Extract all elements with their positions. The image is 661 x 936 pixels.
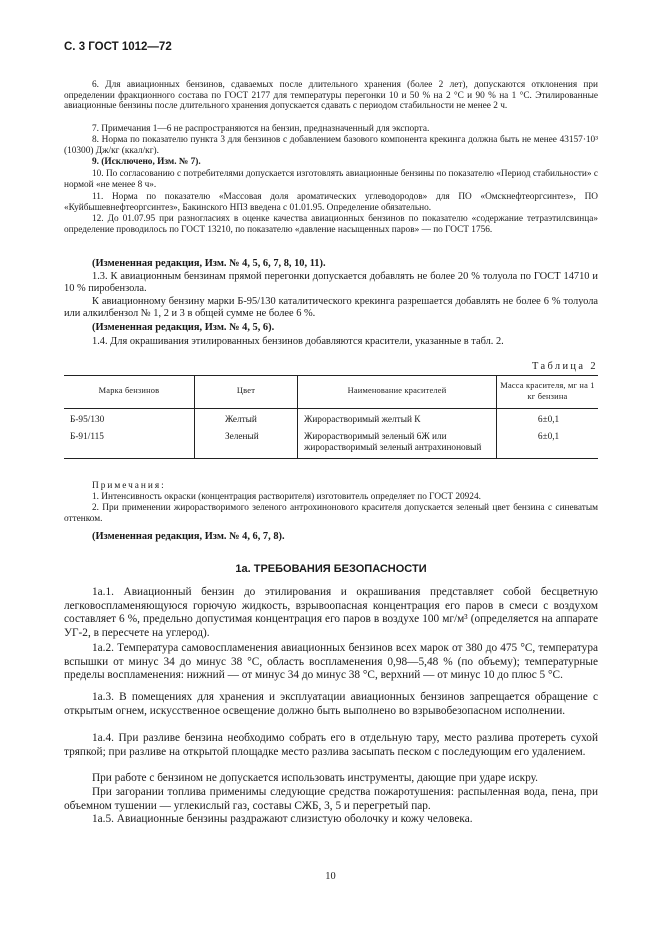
table-row xyxy=(64,427,598,458)
table-cell: Желтый xyxy=(195,408,298,427)
paragraph-6: 6. Для авиационных бензинов, сдаваемых после длительного хранения (более 2 лет), допускаются отклонения при определении фракционного состава по ГОСТ 2177 для температуры перегонки 10 и 50 % на 2 °С и 90 % на 1 °С. Этилированные авиационные бензины после длительного хранения допускается сдавать с периодом стабильности не менее 2 ч. xyxy=(64,80,598,112)
table-cell: Б-91/115 xyxy=(64,427,195,458)
paragraph-1a-2: 1а.2. Температура самовоспламенения авиационных бензинов всех марок от 380 до 475 °С, температура вспышки от минус 34 до минус 38 °С, область воспламенения 0,98—5,48 % (по объему); температурные пределы воспламенения: нижний — от минус 34 до минус 38 °С, верхний — от минус 10 до плюс 5 °С. xyxy=(64,642,598,682)
paragraph-1a-4-fire: При загорании топлива применимы следующие средства пожаротушения: распыленная вода, пена, при объемном тушении — углекислый газ, составы СЖБ, 3, 5 и перегретый пар. xyxy=(64,786,598,812)
table-cell: Б-95/130 xyxy=(70,414,105,425)
table-header-row xyxy=(64,376,598,409)
paragraph-1-4: 1.4. Для окрашивания этилированных бензинов добавляются красители, указанные в табл. 2. xyxy=(92,336,504,347)
table-header-cell: Масса красителя, мг на 1 кг бензина xyxy=(497,376,599,409)
paragraph-11: 11. Норма по показателю «Массовая доля ароматических углеводородов» для ПО «Омскнефтеоргсинтез», ПО «Куйбышевнефтеоргсинтез», Бакинского НПЗ введена с 01.01.95. Определение обязательно. xyxy=(64,192,598,213)
paragraph-8: 8. Норма по показателю пункта 3 для бензинов с добавлением базового компонента крекинга должна быть не менее 43157·10³ (10300) Дж/кг (ккал/кг). xyxy=(64,135,598,156)
table-cell: Жирорастворимый зеленый 6Ж или жирорастворимый зеленый антрахиноновый xyxy=(298,427,497,458)
edition-note-3: (Измененная редакция, Изм. № 4, 6, 7, 8). xyxy=(92,531,285,542)
paragraph-9: 9. (Исключено, Изм. № 7). xyxy=(92,157,201,167)
paragraph-10: 10. По согласованию с потребителями допускается изготовлять авиационные бензины по показателю «Период стабильности» с нормой «не менее 8 ч». xyxy=(64,169,598,190)
paragraph-1a-4-cont: При работе с бензином не допускается использовать инструменты, дающие при ударе искру. xyxy=(92,772,539,784)
page-number: 10 xyxy=(325,871,336,882)
paragraph-1a-5: 1а.5. Авиационные бензины раздражают слизистую оболочку и кожу человека. xyxy=(92,813,473,825)
table-cell: 6±0,1 xyxy=(497,427,599,458)
table-cell: 6±0,1 xyxy=(497,408,599,427)
paragraph-1a-3: 1а.3. В помещениях для хранения и эксплуатации авиационных бензинов запрещается обращение с открытым огнем, искусственное освещение должно быть выполнено во взрывобезопасном исполнении. xyxy=(64,691,598,717)
table-cell: Жирорастворимый желтый К xyxy=(298,408,497,427)
edition-note-1: (Измененная редакция, Изм. № 4, 5, 6, 7, 8, 10, 11). xyxy=(92,258,326,269)
paragraph-12: 12. До 01.07.95 при разногласиях в оценке качества авиационных бензинов по показателю «содержание тетраэтилсвинца» определение проводилось по ГОСТ 13210, по показателю «давление насыщенных паров» — по ГОСТ 1756. xyxy=(64,214,598,235)
table-header-cell: Наименование красителей xyxy=(298,376,497,409)
paragraph-7: 7. Примечания 1—6 не распространяются на бензин, предназначенный для экспорта. xyxy=(92,124,430,134)
table-label: Таблица 2 xyxy=(531,361,598,372)
paragraph-1a-4: 1а.4. При разливе бензина необходимо собрать его в отдельную тару, место разлива протереть сухой тряпкой; при разливе на открытой площадке место разлива засыпать песком с последующим его удалением. xyxy=(64,732,598,758)
section-title: 1а. ТРЕБОВАНИЯ БЕЗОПАСНОСТИ xyxy=(235,563,427,575)
paragraph-1-3-cont: К авиационному бензину марки Б-95/130 каталитического крекинга разрешается добавлять не более 6 % толуола или алкилбензол № 1, 2 и 3 в общей сумме не более 6 %. xyxy=(64,296,598,320)
table-header-cell: Марка бензинов xyxy=(64,376,195,409)
table-row xyxy=(64,408,598,427)
table-header-cell: Цвет xyxy=(195,376,298,409)
note-1: 1. Интенсивность окраски (концентрация растворителя) изготовитель определяет по ГОСТ 20924. xyxy=(92,492,481,502)
edition-note-2: (Измененная редакция, Изм. № 4, 5, 6). xyxy=(92,322,275,333)
table-cell: Зеленый xyxy=(195,427,298,458)
notes-title: Примечания: xyxy=(92,481,166,491)
note-2: 2. При применении жирорастворимого зеленого антрохинонового красителя допускается зеленый цвет бензина с синеватым оттенком. xyxy=(64,503,598,524)
page-header: С. 3 ГОСТ 1012—72 xyxy=(64,41,172,53)
paragraph-1a-1: 1а.1. Авиационный бензин до этилирования и окрашивания представляет собой бесцветную легковоспламеняющуюся горючую жидкость, взрывоопасная концентрация его паров в смеси с воздухом составляет 6 %, предельно допустимая концентрация его паров в воздухе 100 мг/м³ (определяется на аппарате УГ-2, в пересчете на углерод). xyxy=(64,586,598,639)
dye-table xyxy=(64,375,598,459)
paragraph-1-3: 1.3. К авиационным бензинам прямой перегонки допускается добавлять не более 20 % толуола по ГОСТ 14710 и 10 % пиробензола. xyxy=(64,271,598,295)
